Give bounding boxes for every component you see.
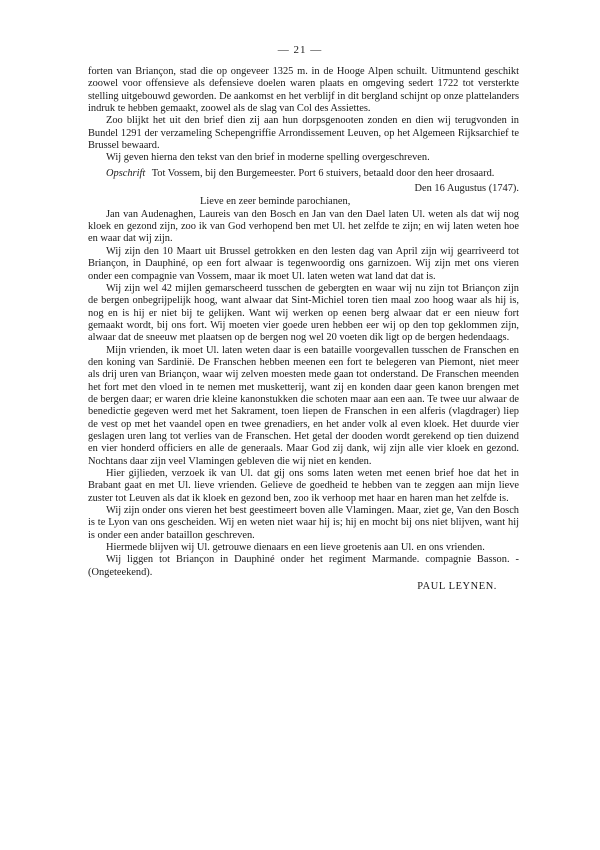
letter-salutation: Lieve en zeer beminde parochianen, bbox=[200, 196, 351, 208]
letter-paragraph-2: Wij zijn den 10 Maart uit Brussel getrokken en den lesten dag van April zijn wij gearriveerd tot Briançon, in Dauphiné, op een fort alwaar is tegenwoordig ons garnizoen. Wij zijn met ons vieren onder een compagnie van Vossem, maar ik moet Ul. laten weten wat land dat dat is. bbox=[88, 245, 519, 282]
opschrift-text: Tot Vossem, bij den Burgemeester. Port 6 stuivers, betaald door den heer drosaard. bbox=[151, 167, 495, 179]
letter-paragraph-8: Wij liggen tot Briançon in Dauphiné onder het regiment Marmande. compagnie Basson. - (Ongeteekend). bbox=[88, 554, 519, 578]
signature: PAUL LEYNEN. bbox=[417, 581, 497, 593]
text-body bbox=[88, 66, 519, 593]
letter-paragraph-3: Wij zijn wel 42 mijlen gemarscheerd tusschen de gebergten en waar wij nu zijn tot Briançon zijn de bergen onbegrijpelijk hoog, want alwaar dat Sint-Michiel toren tien maal zoo hoog waar als hij is, nog en is hij er niet bij te gelijken. Want wij werken op eenen berg alwaar dat er een nieuw fort gemaakt wordt, bij ons fort. Wij moeten vier goede uren hebben eer wij op den top geklommen zijn, alwaar dat de sneeuw met plaatsen op de bergen nog wel 20 voeten dik ligt op de bergen hedendaags. bbox=[88, 282, 519, 344]
opschrift-paragraph bbox=[88, 168, 519, 180]
intro-paragraph-1: forten van Briançon, stad die op ongeveer 1325 m. in de Hooge Alpen schuilt. Uitmuntend geschikt zoowel voor offensieve als defensieve doelen waren plaats en omgeving sedert 1722 tot versterkte stelling uitgebouwd geworden. De aankomst en het verblijf in dit bergland schijnt op onze plattelanders indruk te hebben gemaakt, zoowel als de slag van Col des Assiettes. bbox=[88, 66, 519, 115]
intro-paragraph-3: Wij geven hierna den tekst van den brief in moderne spelling overgeschreven. bbox=[106, 152, 430, 164]
letter-paragraph-6: Wij zijn onder ons vieren het best geestimeert boven alle Vlamingen. Maar, ziet ge, Van den Bosch is te Lyon van ons gescheiden. Wij en weten niet waar hij is; hij en mocht bij ons niet blijven, want hij is onder een ander bataillon geschreven. bbox=[88, 505, 519, 541]
page-number: — 21 — bbox=[277, 44, 323, 56]
opschrift-label: Opschrift bbox=[106, 167, 146, 179]
intro-paragraph-2: Zoo blijkt het uit den brief dien zij aan hun dorpsgenooten zonden en dien wij terugvonden in Bundel 1291 der verzameling Schepengriffie Arrondissement Leuven, op het Algemeen Rijksarchief te Brussel bewaard. bbox=[88, 115, 519, 152]
letter-paragraph-4: Mijn vrienden, ik moet Ul. laten weten daar is een bataille voorgevallen tusschen de Franschen en den koning van Sardinië. De Franschen hebben meenen een fort te belegeren van Piemont, niet meer als drij uren van Briançon, waar wij zelven moesten mede gaan tot onderstand. De Franschen meenden het fort met den vloed in te nemen met musketterij, want zij en konden daar geen kanon brengen met de bergen daar; er waren drie kleine kanonstukken die schoten maar aan een aan. Te twee uur alwaar de benedictie gegeven werd met het Sakrament, toen liepen de Franschen in een alferis (vlagdrager) liep de vest op met het vaandel open en twee grenadiers, en het ander volk al even kloek. Het duurde vier geslagen uren lang tot verlies van de Franschen. Het getal der dooden wordt gerekend op tien duizend en vier honderd officiers en alle de generaals. Maar God zij dank, wij zijn alle vier kloek en gezond. Nochtans daar zijn veel Vlamingen gebleven die wij niet en kenden. bbox=[88, 344, 519, 467]
letter-paragraph-5: Hier gijlieden, verzoek ik van Ul. dat gij ons soms laten weten met eenen brief hoe dat het in Brabant gaat en met Ul. lieve vrienden. Gelieve de goedheid te hebben van te zeggen aan mijn lieve zuster tot Leuven als dat ik kloek en gezond ben, zoo ik verhoop met haar en haren man het zelfde is. bbox=[88, 468, 519, 504]
letter-paragraph-1: Jan van Audenaghen, Laureis van den Bosch en Jan van den Dael laten Ul. weten als dat wij nog kloek en gezond zijn, zoo ik van God verhopend ben met Ul. het zelfde te zijn; en wij laten weten hoe en waar dat wij zijn. bbox=[88, 208, 519, 245]
letter-date: Den 16 Augustus (1747). bbox=[414, 183, 519, 195]
letter-paragraph-7: Hiermede blijven wij Ul. getrouwe dienaars en een lieve groetenis aan Ul. en ons vrienden. bbox=[106, 542, 485, 554]
